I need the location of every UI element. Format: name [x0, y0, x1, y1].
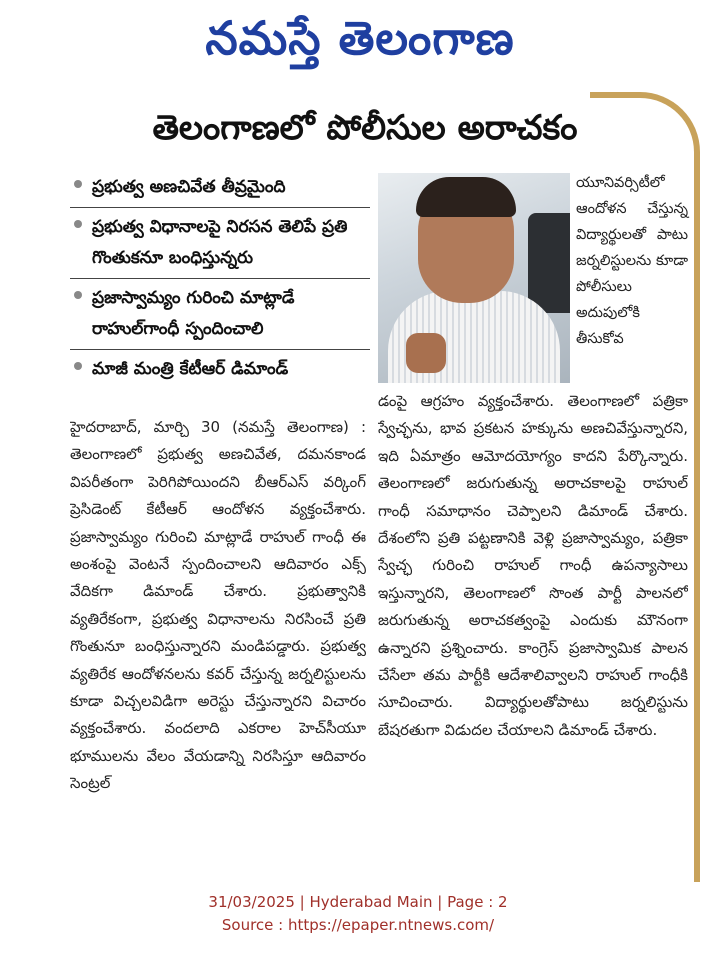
- article-body-beside-photo: యూనివర్సిటీలో ఆందోళన చేస్తున్న విద్యార్థులతో పాటు జర్నలిస్టులను కూడా పోలీసులు అదుపులోకి తీసుకోవ: [576, 175, 688, 347]
- photo-hand-shape: [406, 333, 446, 373]
- highlight-text: ప్రభుత్వ విధానాలపై నిరసన తెలిపే ప్రతి గొంతుకనూ బంధిస్తున్నరు: [92, 217, 348, 268]
- highlights-list: [70, 168, 370, 389]
- masthead-title: నమస్తే తెలంగాణ: [205, 11, 515, 65]
- bullet-icon: [74, 220, 82, 228]
- article-body-right-column: డంపై ఆగ్రహం వ్యక్తంచేశారు. తెలంగాణలో పత్రికా స్వేచ్ఛను, భావ ప్రకటన హక్కును అణచివేస్తున్నారని, ఇది ఏమాత్రం ఆమోదయోగ్యం కాదని పేర్కొన్నారు. తెలంగాణలో జరుగుతున్న అరాచకాలపై రాహుల్ గాంధీ సమాధానం చెప్పాలని డిమాండ్ చేశారు. దేశంలోని ప్రతి పట్టణానికి వెళ్లి ప్రజాస్వామ్యం, పత్రికా స్వేచ్ఛ గురించి రాహుల్ గాంధీ ఉపన్యాసాలు ఇస్తున్నారని, తెలంగాణలో సొంత పార్టీ పాలనలో జరుగుతున్న అరాచకత్వంపై ఎందుకు మౌనంగా ఉన్నారని ప్రశ్నించారు. కాంగ్రెస్ ప్రజాస్వామిక పాలన చేసేలా తమ పార్టీకి ఆదేశాలివ్వాలని రాహుల్ గాంధీకి సూచించారు. విద్యార్థులతోపాటు జర్నలిస్టును బేషరతుగా విడుదల చేయాలని డిమాండ్ చేశారు.: [378, 392, 688, 739]
- bullet-icon: [74, 291, 82, 299]
- article-body-left-column: హైదరాబాద్, మార్చి 30 (నమస్తే తెలంగాణ) : తెలంగాణలో ప్రభుత్వ అణచివేత, దమనకాండ విపరీతంగా పెరిగిపోయిందని బీఆర్ఎస్ వర్కింగ్ ప్రెసిడెంట్ కేటీఆర్ ఆందోళన వ్యక్తంచేశారు. ప్రజాస్వామ్యం గురించి మాట్లాడే రాహుల్ గాంధీ ఈ అంశంపై వెంటనే స్పందించాలని ఆదివారం ఎక్స్ వేదికగా డిమాండ్ చేశారు. ప్రభుత్వానికి వ్యతిరేకంగా, ప్రభుత్వ విధానాలను నిరసించే ప్రతి గొంతునూ బంధిస్తున్నారని మండిపడ్డారు. ప్రభుత్వ వ్యతిరేక ఆందోళనలను కవర్ చేస్తున్న జర్నలిస్టులను కూడా విచ్చలవిడిగా అరెస్టు చేస్తున్నారని విచారం వ్యక్తంచేశారు. వందలాది ఎకరాల హెచ్‌సీయూ భూములను వేలం వేయడాన్ని నిరసిస్తూ ఆదివారం సెంట్రల్: [70, 418, 366, 793]
- highlight-item: [70, 208, 370, 279]
- bullet-icon: [74, 362, 82, 370]
- highlight-text: మాజీ మంత్రి కేటీఆర్ డిమాండ్: [92, 359, 289, 379]
- highlight-item: [70, 350, 370, 389]
- highlight-text: ప్రభుత్వ అణచివేత తీవ్రమైంది: [92, 177, 286, 197]
- article-headline: తెలంగాణలో పోలీసుల అరాచకం: [152, 108, 578, 148]
- photo-chair-shape: [528, 213, 570, 313]
- bullet-icon: [74, 180, 82, 188]
- highlight-item: [70, 279, 370, 350]
- ktr-photo: [378, 173, 570, 383]
- highlight-text: ప్రజాస్వామ్యం గురించి మాట్లాడే రాహుల్‌గాంధీ స్పందించాలి: [92, 288, 295, 339]
- footer-source-link[interactable]: Source : https://epaper.ntnews.com/: [221, 916, 495, 934]
- highlight-item: [70, 168, 370, 208]
- photo-hair-shape: [416, 177, 516, 217]
- footer-edition-info: 31/03/2025 | Hyderabad Main | Page : 2: [208, 893, 508, 911]
